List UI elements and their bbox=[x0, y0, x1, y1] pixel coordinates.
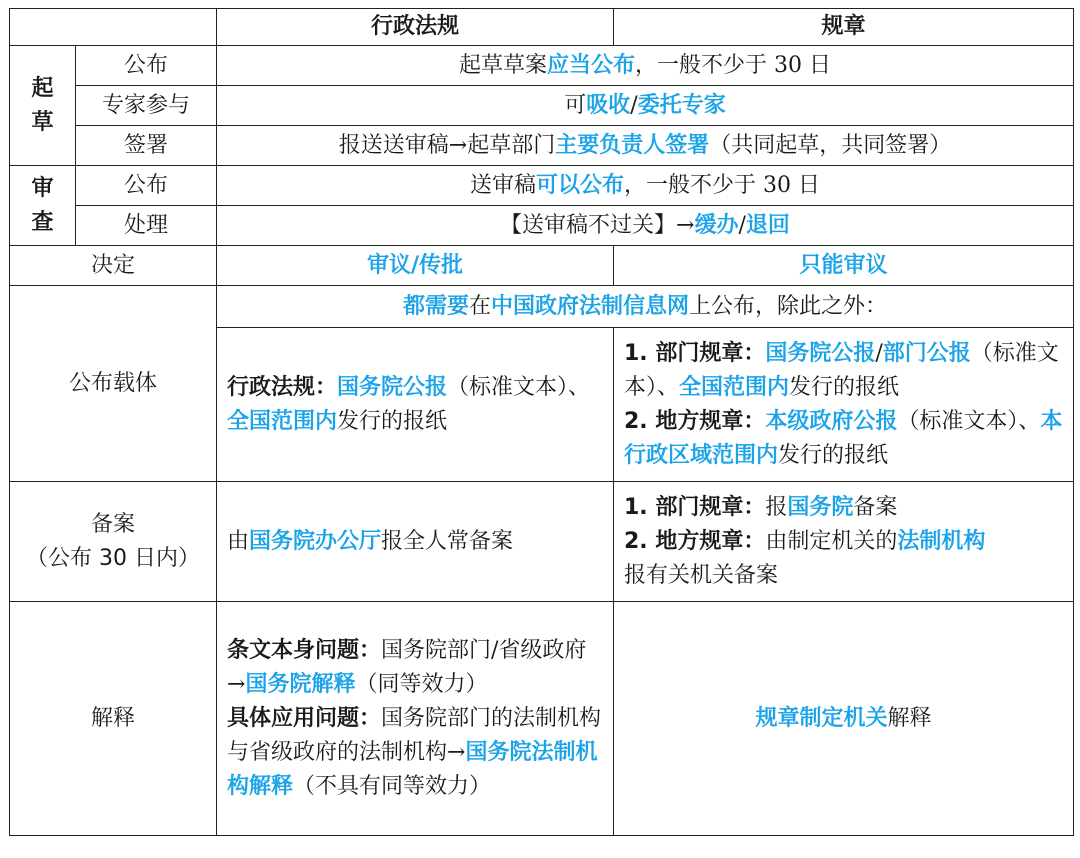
header-regulation: 行政法规 bbox=[217, 9, 614, 46]
drafting-char-2: 草 bbox=[31, 109, 54, 135]
decision-regulation: 审议/传批 bbox=[217, 246, 614, 286]
review-char-2: 查 bbox=[31, 209, 54, 235]
review-group-label bbox=[10, 166, 76, 246]
drafting-sign-row bbox=[10, 126, 1074, 166]
drafting-publish-row bbox=[10, 46, 1074, 86]
drafting-expert-content: 可吸收/委托专家 bbox=[217, 86, 1074, 126]
interpret-row bbox=[10, 602, 1074, 836]
review-handle-row bbox=[10, 206, 1074, 246]
drafting-expert-label: 专家参与 bbox=[76, 86, 217, 126]
review-handle-content: 【送审稿不过关】→缓办/退回 bbox=[217, 206, 1074, 246]
publish-common-content: 都需要在中国政府法制信息网上公布，除此之外： bbox=[217, 286, 1074, 328]
review-handle-label: 处理 bbox=[76, 206, 217, 246]
header-row bbox=[10, 9, 1074, 46]
interpret-rule: 规章制定机关解释 bbox=[614, 602, 1074, 836]
filing-label: 备案 （公布 30 日内） bbox=[10, 482, 217, 602]
drafting-sign-label: 签署 bbox=[76, 126, 217, 166]
drafting-publish-content: 起草草案应当公布，一般不少于 30 日 bbox=[217, 46, 1074, 86]
publish-rule: 1. 部门规章：国务院公报/部门公报（标准文本）、全国范围内发行的报纸 2. 地方规章：本级政府公报（标准文本）、本行政区域范围内发行的报纸 bbox=[614, 328, 1074, 482]
filing-regulation: 由国务院办公厅报全人常备案 bbox=[217, 482, 614, 602]
review-publish-row bbox=[10, 166, 1074, 206]
drafting-group-label bbox=[10, 46, 76, 166]
decision-row bbox=[10, 246, 1074, 286]
publish-common-row bbox=[10, 286, 1074, 328]
header-corner bbox=[10, 9, 217, 46]
drafting-publish-label: 公布 bbox=[76, 46, 217, 86]
drafting-char-1: 起 bbox=[31, 75, 54, 101]
header-rule: 规章 bbox=[614, 9, 1074, 46]
interpret-regulation: 条文本身问题：国务院部门/省级政府→国务院解释（同等效力） 具体应用问题：国务院部门的法制机构与省级政府的法制机构→国务院法制机构解释（不具有同等效力） bbox=[217, 602, 614, 836]
decision-label: 决定 bbox=[10, 246, 217, 286]
publish-label: 公布载体 bbox=[10, 286, 217, 482]
filing-rule: 1. 部门规章：报国务院备案 2. 地方规章：由制定机关的法制机构 报有关机关备案 bbox=[614, 482, 1074, 602]
review-publish-label: 公布 bbox=[76, 166, 217, 206]
drafting-expert-row bbox=[10, 86, 1074, 126]
publish-regulation: 行政法规：国务院公报（标准文本）、全国范围内发行的报纸 bbox=[217, 328, 614, 482]
review-publish-content: 送审稿可以公布，一般不少于 30 日 bbox=[217, 166, 1074, 206]
comparison-table bbox=[9, 8, 1074, 836]
drafting-sign-content: 报送送审稿→起草部门主要负责人签署（共同起草，共同签署） bbox=[217, 126, 1074, 166]
filing-row bbox=[10, 482, 1074, 602]
interpret-label: 解释 bbox=[10, 602, 217, 836]
review-char-1: 审 bbox=[31, 175, 54, 201]
decision-rule: 只能审议 bbox=[614, 246, 1074, 286]
